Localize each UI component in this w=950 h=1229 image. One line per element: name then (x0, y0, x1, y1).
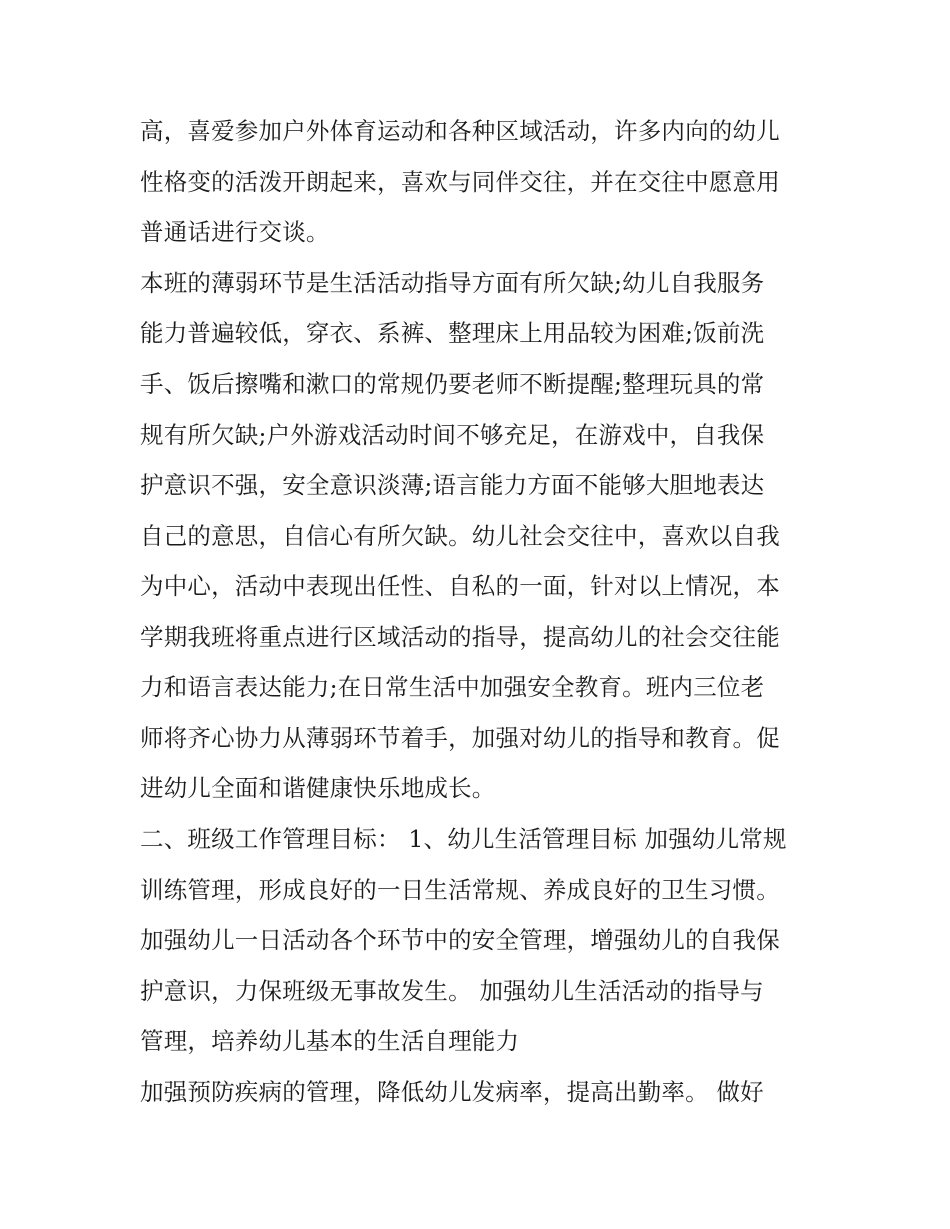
text-line: 手、饭后擦嘴和漱口的常规仍要老师不断提醒;整理玩具的常 (140, 370, 765, 398)
text-line: 护意识，力保班级无事故发生。 加强幼儿生活活动的指导与 (140, 977, 764, 1005)
text-line: 二、班级工作管理目标： 1、幼儿生活管理目标 加强幼儿常规 (140, 825, 787, 853)
text-line: 管理，培养幼儿基本的生活自理能力 (140, 1027, 520, 1055)
text-line: 加强预防疾病的管理，降低幼儿发病率，提高出勤率。 做好 (140, 1078, 764, 1106)
text-line: 自己的意思，自信心有所欠缺。幼儿社会交往中，喜欢以自我 (140, 522, 780, 550)
text-line: 为中心，活动中表现出任性、自私的一面，针对以上情况，本 (140, 572, 780, 600)
text-line: 性格变的活泼开朗起来，喜欢与同伴交往，并在交往中愿意用 (140, 168, 780, 196)
text-line: 师将齐心协力从薄弱环节着手，加强对幼儿的指导和教育。促 (140, 724, 780, 752)
text-line: 规有所欠缺;户外游戏活动时间不够充足，在游戏中，自我保 (140, 421, 765, 449)
text-line: 本班的薄弱环节是生活活动指导方面有所欠缺;幼儿自我服务 (140, 269, 765, 297)
text-line: 训练管理，形成良好的一日生活常规、养成良好的卫生习惯。 (140, 876, 780, 904)
text-line: 普通话进行交谈。 (140, 218, 330, 246)
text-line: 护意识不强，安全意识淡薄;语言能力方面不能够大胆地表达 (140, 471, 765, 499)
text-line: 进幼儿全面和谐健康快乐地成长。 (140, 774, 496, 802)
text-line: 加强幼儿一日活动各个环节中的安全管理，增强幼儿的自我保 (140, 926, 780, 954)
text-line: 力和语言表达能力;在日常生活中加强安全教育。班内三位老 (140, 673, 765, 701)
text-line: 能力普遍较低，穿衣、系裤、整理床上用品较为困难;饭前洗 (140, 319, 765, 347)
text-line: 学期我班将重点进行区域活动的指导，提高幼儿的社会交往能 (140, 623, 780, 651)
text-line: 高，喜爱参加户外体育运动和各种区域活动，许多内向的幼儿 (140, 117, 780, 145)
